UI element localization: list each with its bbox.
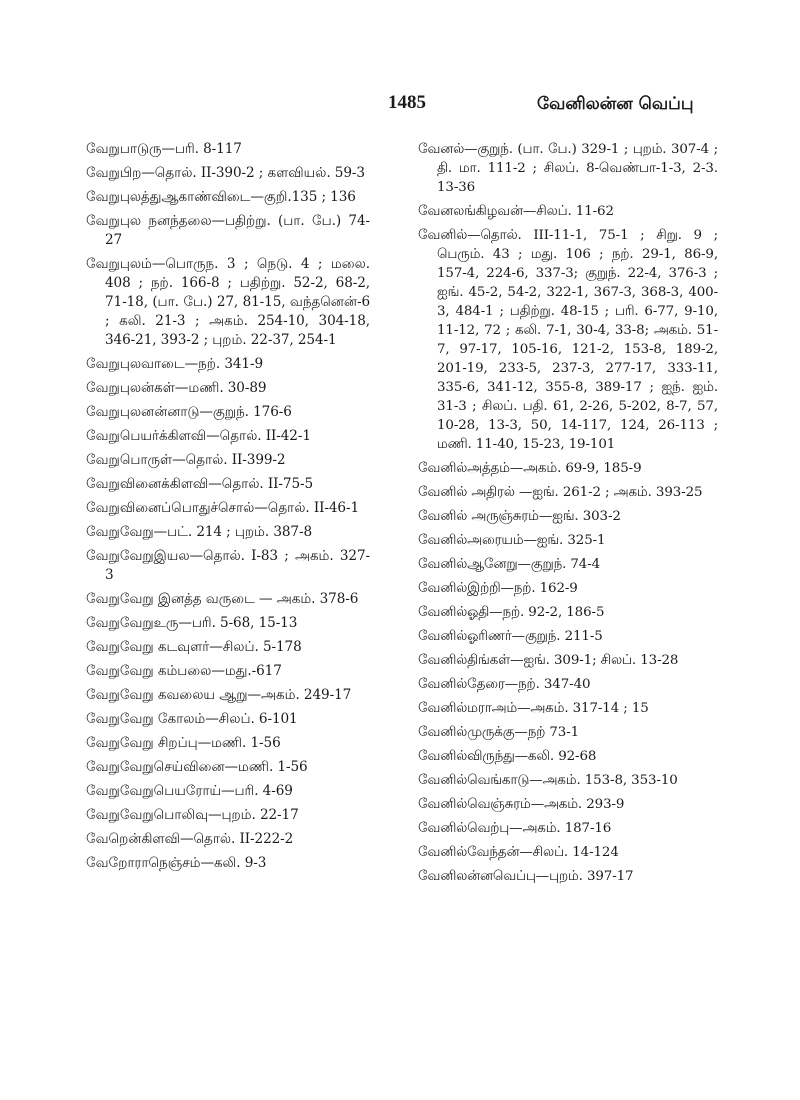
index-entry: வேனில்தேரை—நற். 347-40 xyxy=(418,677,591,692)
index-entry: வேனல்—குறுந். (பா. பே.) 329-1 ; புறம். 307-4 ; தி. மா. 111-2 ; சிலப். 8-வெண்பா-1-3, 2-3. 13-36 xyxy=(418,142,718,195)
index-entry: வேறோராநெஞ்சம்—கலி. 9-3 xyxy=(86,855,267,871)
index-entry: வேறுபெயர்க்கிளவி—தொல். II-42-1 xyxy=(86,428,311,444)
running-head: வேனிலன்ன வெப்பு xyxy=(537,94,694,114)
index-entry: வேறுபுலவாடை—நற். 341-9 xyxy=(86,356,264,372)
index-entry: வேனில்அரையம்—ஐங். 325-1 xyxy=(418,533,606,548)
index-entry: வேறுபொருள்—தொல். II-399-2 xyxy=(86,452,286,468)
index-entry: வேறுவேறுபொலிவு—புறம். 22-17 xyxy=(86,807,299,823)
index-entry: வேனில்வெங்காடு—அகம். 153-8, 353-10 xyxy=(418,773,678,788)
index-entry: வேனில்வெற்பு—அகம். 187-16 xyxy=(418,821,612,836)
index-entry: வேறுவினைப்பொதுச்சொல்—தொல். II-46-1 xyxy=(86,500,359,516)
left-column xyxy=(86,140,370,878)
index-entry: வேனில்திங்கள்—ஐங். 309-1; சிலப். 13-28 xyxy=(418,653,679,668)
index-entry: வேறுவேறு இனத்த வருடை — அகம். 378-6 xyxy=(86,591,359,607)
index-entry: வேனில்விருந்து—கலி. 92-68 xyxy=(418,749,597,764)
index-entry: வேனில்அத்தம்—அகம். 69-9, 185-9 xyxy=(418,461,642,476)
index-entry: வேறுபுலனன்னாடு—குறுந். 176-6 xyxy=(86,404,292,420)
index-entry: வேறுபுலன்கள்—மணி. 30-89 xyxy=(86,380,267,396)
index-entry: வேறுவேறு—பட். 214 ; புறம். 387-8 xyxy=(86,524,313,540)
index-entry: வேறுவேறு கோலம்—சிலப். 6-101 xyxy=(86,711,298,727)
index-entry: வேனில்ஓதி—நற். 92-2, 186-5 xyxy=(418,605,605,620)
index-entry: வேனில்வெஞ்சுரம்—அகம். 293-9 xyxy=(418,797,625,812)
index-entry: வேனில் அதிரல் —ஐங். 261-2 ; அகம். 393-25 xyxy=(418,485,703,500)
index-entry: வேனில்ஓரிணர்—குறுந். 211-5 xyxy=(418,629,603,644)
index-entry: வேறுபாடுரு—பரி. 8-117 xyxy=(86,141,242,157)
index-entry: வேறுவேறுஉரு—பரி. 5-68, 15-13 xyxy=(86,615,298,631)
index-entry: வேனில்இற்றி—நற். 162-9 xyxy=(418,581,578,596)
index-entry: வேறுபுலம்—பொருந. 3 ; நெடு. 4 ; மலை. 408 ; நற். 166-8 ; பதிற்று. 52-2, 68-2, 71-18, (பா. பே.) 27, 81-15, வந்தனென்-6 ; கலி. 21-3 ; அகம். 254-10, 304-18, 346-21, 393-2 ; புறம். 22-37, 254-1 xyxy=(86,256,370,348)
index-entry: வேறுவேறுஇயல—தொல். I-83 ; அகம். 327-3 xyxy=(86,548,370,583)
index-entry: வேறுவேறு சிறப்பு—மணி. 1-56 xyxy=(86,735,281,751)
index-entry: வேனில்ஆனேறு—குறுந். 74-4 xyxy=(418,557,601,572)
index-entry: வேறுபுல நனந்தலை—பதிற்று. (பா. பே.) 74-27 xyxy=(86,213,370,248)
index-entry: வேறுவேறு கம்பலை—மது.-617 xyxy=(86,663,282,679)
index-entry: வேனில் அருஞ்சுரம்—ஐங். 303-2 xyxy=(418,509,621,524)
index-entry: வேனில்—தொல். III-11-1, 75-1 ; சிறு. 9 ; பெரும். 43 ; மது. 106 ; நற். 29-1, 86-9, 157-4, 224-6, 337-3; குறுந். 22-4, 376-3 ; ஐங். 45-2, 54-2, 322-1, 367-3, 368-3, 400-3, 484-1 ; பதிற்று. 48-15 ; பரி. 6-77, 9-10, 11-12, 72 ; கலி. 7-1, 30-4, 33-8; அகம். 51-7, 97-17, 105-16, 121-2, 153-8, 189-2, 201-19, 233-5, 237-3, 277-17, 333-11, 335-6, 341-12, 355-8, 389-17 ; ஐந். ஐம். 31-3 ; சிலப். பதி. 61, 2-26, 5-202, 8-7, 57, 10-28, 13-3, 50, 14-117, 124, 26-113 ; மணி. 11-40, 15-23, 19-101 xyxy=(418,228,718,452)
right-column xyxy=(418,140,718,891)
index-entry: வேனில்மராஅம்—அகம். 317-14 ; 15 xyxy=(418,701,649,716)
index-entry: வேனில்முருக்கு—நற் 73-1 xyxy=(418,725,580,740)
index-entry: வேறென்கிளவி—தொல். II-222-2 xyxy=(86,831,294,847)
index-entry: வேனலங்கிழவன்—சிலப். 11-62 xyxy=(418,204,614,219)
index-entry: வேறுவேறு கவலைய ஆறு—அகம். 249-17 xyxy=(86,687,352,703)
index-entry: வேறுவினைக்கிளவி—தொல். II-75-5 xyxy=(86,476,314,492)
index-entry: வேறுவேறுபெயரோய்—பரி. 4-69 xyxy=(86,783,293,799)
index-entry: வேனிலன்னவெப்பு—புறம். 397-17 xyxy=(418,869,634,884)
page-number: 1485 xyxy=(388,92,426,113)
index-entry: வேனில்வேந்தன்—சிலப். 14-124 xyxy=(418,845,619,860)
index-entry: வேறுவேறு கடவுளர்—சிலப். 5-178 xyxy=(86,639,302,655)
index-entry: வேறுபிற—தொல். II-390-2 ; களவியல். 59-3 xyxy=(86,165,365,181)
index-entry: வேறுவேறுசெய்வினை—மணி. 1-56 xyxy=(86,759,308,775)
index-entry: வேறுபுலத்துஆகாண்விடை—குறி.135 ; 136 xyxy=(86,189,356,205)
